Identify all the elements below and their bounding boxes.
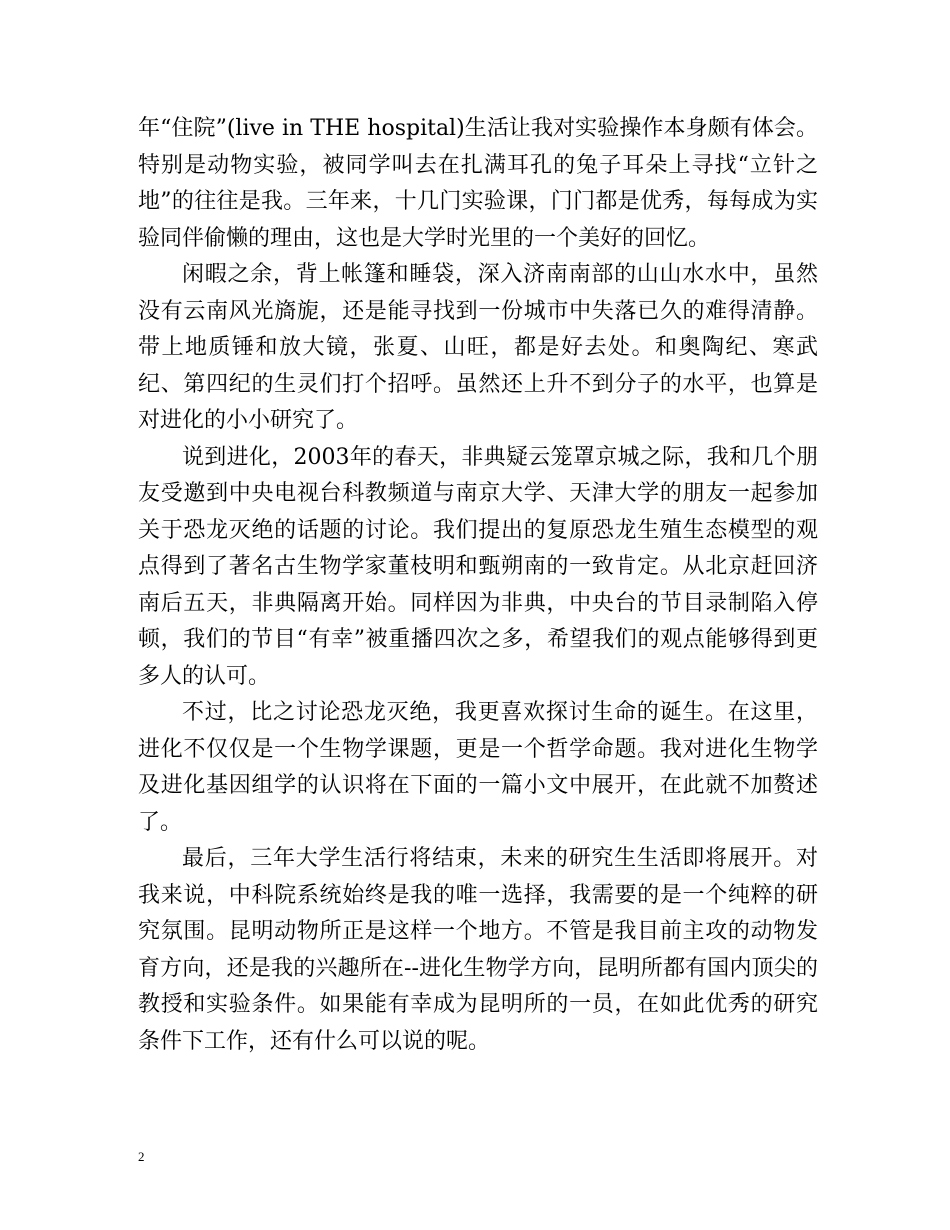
paragraph-5: 最后，三年大学生活行将结束，未来的研究生生活即将展开。对我来说，中科院系统始终是我的唯一选择，我需要的是一个纯粹的研究氛围。昆明动物所正是这样一个地方。不管是我目前主攻的动物发育方向，还是我的兴趣所在--进化生物学方向，昆明所都有国内顶尖的教授和实验条件。如果能有幸成为昆明所的一员，在如此优秀的研究条件下工作，还有什么可以说的呢。	[138, 846, 818, 1054]
page-number: 2	[138, 1149, 145, 1164]
paragraph-1: 年“住院”(live in THE hospital)生活让我对实验操作本身颇有体会。特别是动物实验，被同学叫去在扎满耳孔的兔子耳朵上寻找“立针之地”的往往是我。三年来，十几门实验课，门门都是优秀，每每成为实验同伴偷懒的理由，这也是大学时光里的一个美好的回忆。	[138, 116, 818, 251]
body-text	[138, 111, 818, 1060]
paragraph-4: 不过，比之讨论恐龙灭绝，我更喜欢探讨生命的诞生。在这里，进化不仅仅是一个生物学课题，更是一个哲学命题。我对进化生物学及进化基因组学的认识将在下面的一篇小文中展开，在此就不加赘述了。	[138, 700, 818, 835]
paragraph-2: 闲暇之余，背上帐篷和睡袋，深入济南南部的山山水水中，虽然没有云南风光旖旎，还是能寻找到一份城市中失落已久的难得清静。带上地质锤和放大镜，张夏、山旺，都是好去处。和奥陶纪、寒武纪、第四纪的生灵们打个招呼。虽然还上升不到分子的水平，也算是对进化的小小研究了。	[138, 262, 818, 433]
paragraph-3: 说到进化，2003年的春天，非典疑云笼罩京城之际，我和几个朋友受邀到中央电视台科教频道与南京大学、天津大学的朋友一起参加关于恐龙灭绝的话题的讨论。我们提出的复原恐龙生殖生态模型的观点得到了著名古生物学家董枝明和甄朔南的一致肯定。从北京赶回济南后五天，非典隔离开始。同样因为非典，中央台的节目录制陷入停顿，我们的节目“有幸”被重播四次之多，希望我们的观点能够得到更多人的认可。	[138, 444, 818, 689]
